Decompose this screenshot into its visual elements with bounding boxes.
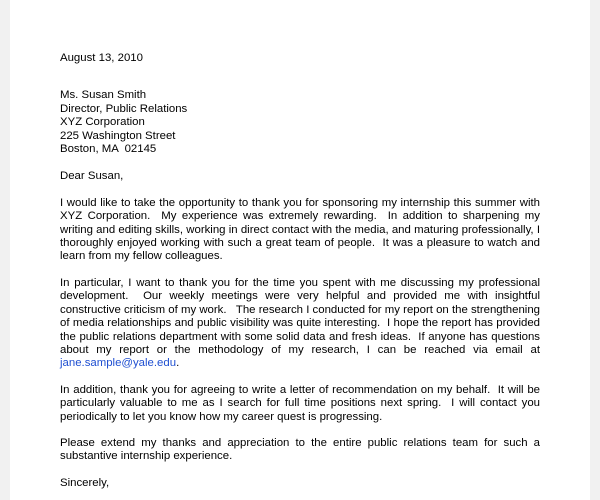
recipient-street: 225 Washington Street: [60, 129, 176, 142]
salutation: Dear Susan,: [60, 170, 124, 183]
recipient-name: Ms. Susan Smith: [60, 89, 147, 102]
paragraph-recommendation: In addition, thank you for agreeing to write a letter of recommendation on my behalf. It will be particularly valuable to me as I search for full time positions next spring. I will contact you periodically to let you know how my career quest is progressing.: [60, 383, 544, 423]
paragraph-closing-thanks: Please extend my thanks and appreciation to the entire public relations team for such a substantive internship experience.: [60, 436, 544, 463]
paragraph-development-text: In particular, I want to thank you for the time you spent with me discussing my professional development. Our weekly meetings were very helpful and provided me with insightful constructive criticism of my work. The research I conducted for my report on the strengthening of media relationships and public visibility was quite interesting. I hope the report has provided the public relations department with some solid data and fresh ideas. If anyone has questions about my report or the methodology of my research, I can be reached via email at: [60, 276, 544, 356]
paragraph-development: [60, 276, 544, 371]
email-link[interactable]: jane.sample@yale.edu: [60, 357, 177, 370]
letter-date: August 13, 2010: [60, 52, 143, 64]
paragraph-thanks: I would like to take the opportunity to thank you for sponsoring my internship this summer with XYZ Corporation. My experience was extremely rewarding. In addition to sharpening my writing and editing skills, working in direct contact with the media, and maturing professionally, I thoroughly enjoyed working with such a great team of people. It was a pleasure to watch and learn from my fellow colleagues.: [60, 196, 544, 263]
recipient-title: Director, Public Relations: [60, 102, 188, 115]
recipient-company: XYZ Corporation: [60, 116, 145, 129]
letter-body: [60, 52, 544, 490]
document-page: [10, 0, 590, 500]
recipient-city: Boston, MA 02145: [60, 143, 157, 156]
closing: Sincerely,: [60, 476, 110, 489]
recipient-address: [60, 89, 540, 156]
paragraph-development-end: .: [176, 357, 180, 370]
